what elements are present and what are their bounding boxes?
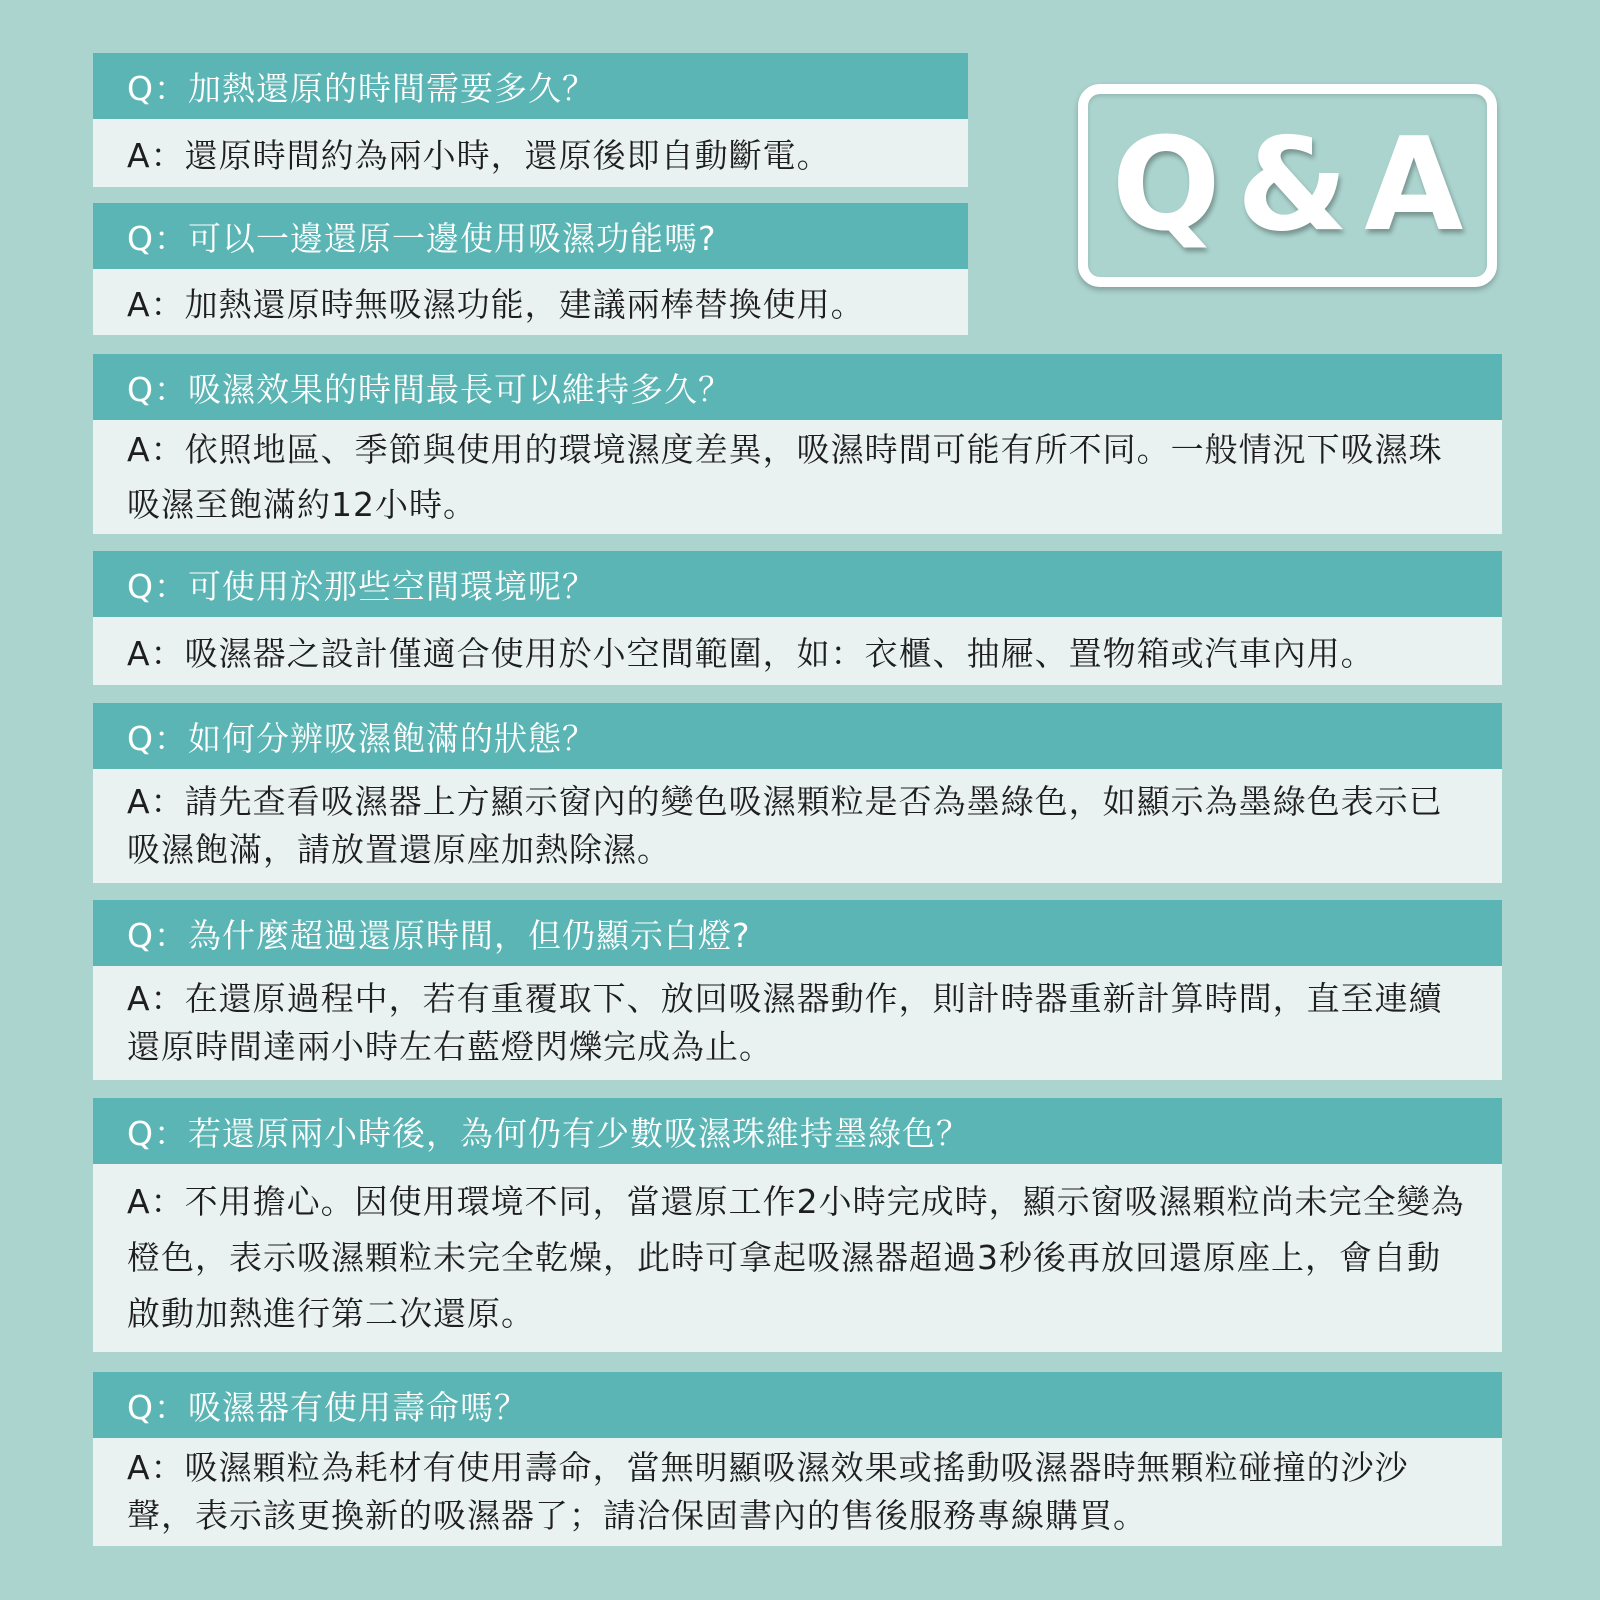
question-bar — [93, 900, 1502, 966]
question-bar — [93, 703, 1502, 769]
question-bar — [93, 203, 968, 269]
answer-text: A：請先查看吸濕器上方顯示窗內的變色吸濕顆粒是否為墨綠色，如顯示為墨綠色表示已吸濕飽滿，請放置還原座加熱除濕。 — [127, 782, 1443, 869]
qa-item — [93, 53, 968, 187]
qa-item — [93, 703, 1502, 883]
qa-item — [93, 1372, 1502, 1546]
question-text: Q：如何分辨吸濕飽滿的狀態？ — [127, 718, 596, 758]
answer-box — [93, 269, 968, 335]
answer-text: A：不用擔心。因使用環境不同，當還原工作2小時完成時，顯示窗吸濕顆粒尚未完全變為橙色，表示吸濕顆粒未完全乾燥，此時可拿起吸濕器超過3秒後再放回還原座上，會自動啟動加熱進行第二次還原。 — [127, 1182, 1465, 1333]
answer-box — [93, 1164, 1502, 1352]
question-text: Q：加熱還原的時間需要多久？ — [127, 68, 596, 108]
answer-text: A：吸濕器之設計僅適合使用於小空間範圍，如：衣櫃、抽屜、置物箱或汽車內用。 — [127, 633, 1375, 673]
question-bar — [93, 551, 1502, 617]
qa-item — [93, 203, 968, 335]
qa-item — [93, 900, 1502, 1080]
answer-text: A：在還原過程中，若有重覆取下、放回吸濕器動作，則計時器重新計算時間，直至連續還原時間達兩小時左右藍燈閃爍完成為止。 — [127, 979, 1443, 1066]
qa-item — [93, 551, 1502, 685]
question-bar — [93, 53, 968, 119]
question-bar — [93, 1372, 1502, 1438]
qa-item — [93, 1098, 1502, 1352]
answer-text: A：依照地區、季節與使用的環境濕度差異，吸濕時間可能有所不同。一般情況下吸濕珠吸濕至飽滿約12小時。 — [127, 430, 1443, 524]
question-bar — [93, 354, 1502, 420]
answer-box — [93, 966, 1502, 1080]
question-text: Q：吸濕效果的時間最長可以維持多久？ — [127, 369, 732, 409]
question-bar — [93, 1098, 1502, 1164]
answer-box — [93, 1438, 1502, 1546]
answer-box — [93, 617, 1502, 685]
qa-logo-text: Q&A — [1111, 111, 1480, 260]
answer-box — [93, 769, 1502, 883]
question-text: Q：為什麼超過還原時間，但仍顯示白燈? — [127, 915, 751, 955]
question-text: Q：若還原兩小時後，為何仍有少數吸濕珠維持墨綠色？ — [127, 1113, 970, 1153]
answer-box — [93, 119, 968, 187]
answer-text: A：加熱還原時無吸濕功能，建議兩棒替換使用。 — [127, 284, 865, 324]
answer-box — [93, 420, 1502, 534]
answer-text: A：吸濕顆粒為耗材有使用壽命，當無明顯吸濕效果或搖動吸濕器時無顆粒碰撞的沙沙聲，表示該更換新的吸濕器了；請洽保固書內的售後服務專線購買。 — [127, 1448, 1409, 1535]
answer-text: A：還原時間約為兩小時，還原後即自動斷電。 — [127, 135, 831, 175]
question-text: Q：可使用於那些空間環境呢？ — [127, 566, 596, 606]
question-text: Q：可以一邊還原一邊使用吸濕功能嗎? — [127, 218, 717, 258]
question-text: Q：吸濕器有使用壽命嗎？ — [127, 1387, 528, 1427]
qa-logo — [1078, 84, 1497, 287]
qa-item — [93, 354, 1502, 534]
